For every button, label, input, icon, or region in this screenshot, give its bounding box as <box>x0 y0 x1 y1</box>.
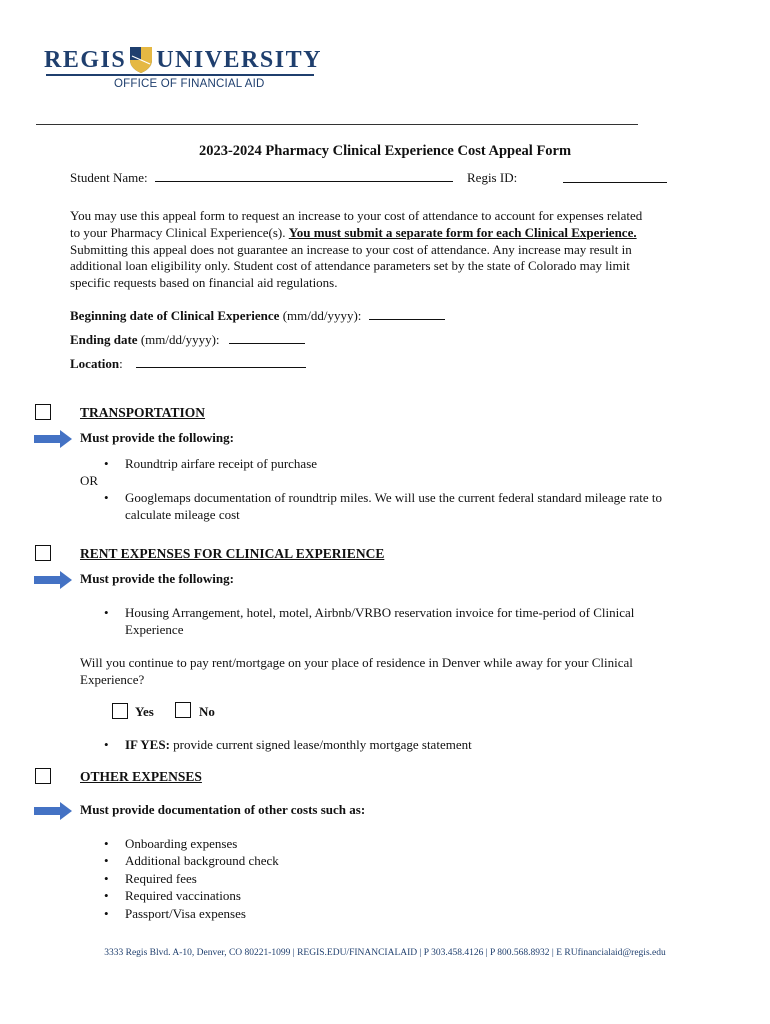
bullet-icon: • <box>104 456 109 471</box>
regis-id-field[interactable] <box>563 170 667 183</box>
end-date-label: Ending date <box>70 332 138 347</box>
location-row <box>70 355 306 372</box>
footer-contact: 3333 Regis Blvd. A-10, Denver, CO 80221-1099 | REGIS.EDU/FINANCIALAID | P 303.458.4126 | P 800.568.8932 | E RUfinancialaid@regis.edu <box>104 948 666 958</box>
bullet-icon: • <box>104 836 109 851</box>
other-item: Passport/Visa expenses <box>125 906 246 921</box>
bullet-icon: • <box>104 490 109 505</box>
if-yes-text: provide current signed lease/monthly mortgage statement <box>169 737 472 752</box>
form-title: 2023-2024 Pharmacy Clinical Experience Cost Appeal Form <box>198 143 572 159</box>
rent-no-label: No <box>199 704 215 719</box>
other-item: Required fees <box>125 871 197 886</box>
rent-must-provide: Must provide the following: <box>80 571 234 586</box>
other-item: Required vaccinations <box>125 888 241 903</box>
end-date-field[interactable] <box>229 331 305 344</box>
other-must-provide: Must provide documentation of other costs such as: <box>80 802 366 817</box>
bullet-icon: • <box>104 853 109 868</box>
rent-question: Will you continue to pay rent/mortgage on your place of residence in Denver while away for your Clinical Experience? <box>80 655 633 687</box>
rent-checkbox[interactable] <box>35 545 51 561</box>
begin-date-row <box>70 307 445 324</box>
right-arrow-icon <box>34 802 72 820</box>
bullet-icon: • <box>104 737 109 752</box>
other-heading: OTHER EXPENSES <box>80 769 202 784</box>
right-arrow-icon <box>34 430 72 448</box>
logo-text-university: UNIVERSITY <box>156 46 322 73</box>
bullet-icon: • <box>104 906 109 921</box>
other-checkbox[interactable] <box>35 768 51 784</box>
bullet-icon: • <box>104 605 109 620</box>
if-yes-label: IF YES: <box>125 737 170 752</box>
begin-date-label: Beginning date of Clinical Experience <box>70 308 280 323</box>
transportation-item-mileage: Googlemaps documentation of roundtrip miles. We will use the current federal standard mileage rate to calculate mileage cost <box>125 490 662 522</box>
rent-yes-checkbox[interactable] <box>112 703 128 719</box>
transportation-must-provide: Must provide the following: <box>80 430 234 445</box>
begin-date-format: (mm/dd/yyyy): <box>279 308 362 323</box>
other-item: Additional background check <box>125 853 279 868</box>
intro-text: You may use this appeal form to request an increase to your cost of attendance to account for expenses related to your Pharmacy Clinical Experience(s). <box>70 208 643 240</box>
end-date-format: (mm/dd/yyyy): <box>137 332 220 347</box>
rent-heading: RENT EXPENSES FOR CLINICAL EXPERIENCE <box>80 546 385 561</box>
student-name-row <box>70 169 453 186</box>
logo-text-regis: REGIS <box>44 46 127 73</box>
transportation-heading: TRANSPORTATION <box>80 405 206 420</box>
student-name-label: Student Name: <box>70 170 148 185</box>
rent-if-yes <box>125 736 670 753</box>
intro-text-cont: Submitting this appeal does not guarantee an increase to your cost of attendance. Any increase may result in additional loan eligibility only. Student cost of attendance parameters set by the state of Colorado may limit specific requests based on financial aid regulations. <box>70 241 632 291</box>
location-label: Location <box>70 356 120 371</box>
rent-item-housing: Housing Arrangement, hotel, motel, Airbnb/VRBO reservation invoice for time-period of Clinical Experience <box>125 605 635 637</box>
location-field[interactable] <box>136 355 306 368</box>
student-name-field[interactable] <box>155 169 453 182</box>
rent-yes-label: Yes <box>135 704 154 719</box>
rent-no-checkbox[interactable] <box>175 702 191 718</box>
end-date-row <box>70 331 305 348</box>
intro-paragraph <box>70 208 650 292</box>
location-colon: : <box>119 356 123 371</box>
office-subtitle: OFFICE OF FINANCIAL AID <box>114 78 265 90</box>
logo-underline <box>46 74 314 76</box>
regis-id-label: Regis ID: <box>467 170 518 185</box>
transportation-item-airfare: Roundtrip airfare receipt of purchase <box>125 456 318 471</box>
transportation-checkbox[interactable] <box>35 404 51 420</box>
begin-date-field[interactable] <box>369 307 445 320</box>
shield-icon <box>129 46 153 74</box>
header-divider <box>36 124 638 125</box>
intro-emphasis: You must submit a separate form for each Clinical Experience. <box>288 224 637 240</box>
other-item: Onboarding expenses <box>125 836 238 851</box>
bullet-icon: • <box>104 871 109 886</box>
bullet-icon: • <box>104 888 109 903</box>
transportation-or: OR <box>80 473 99 488</box>
right-arrow-icon <box>34 571 72 589</box>
university-logo <box>44 46 322 74</box>
